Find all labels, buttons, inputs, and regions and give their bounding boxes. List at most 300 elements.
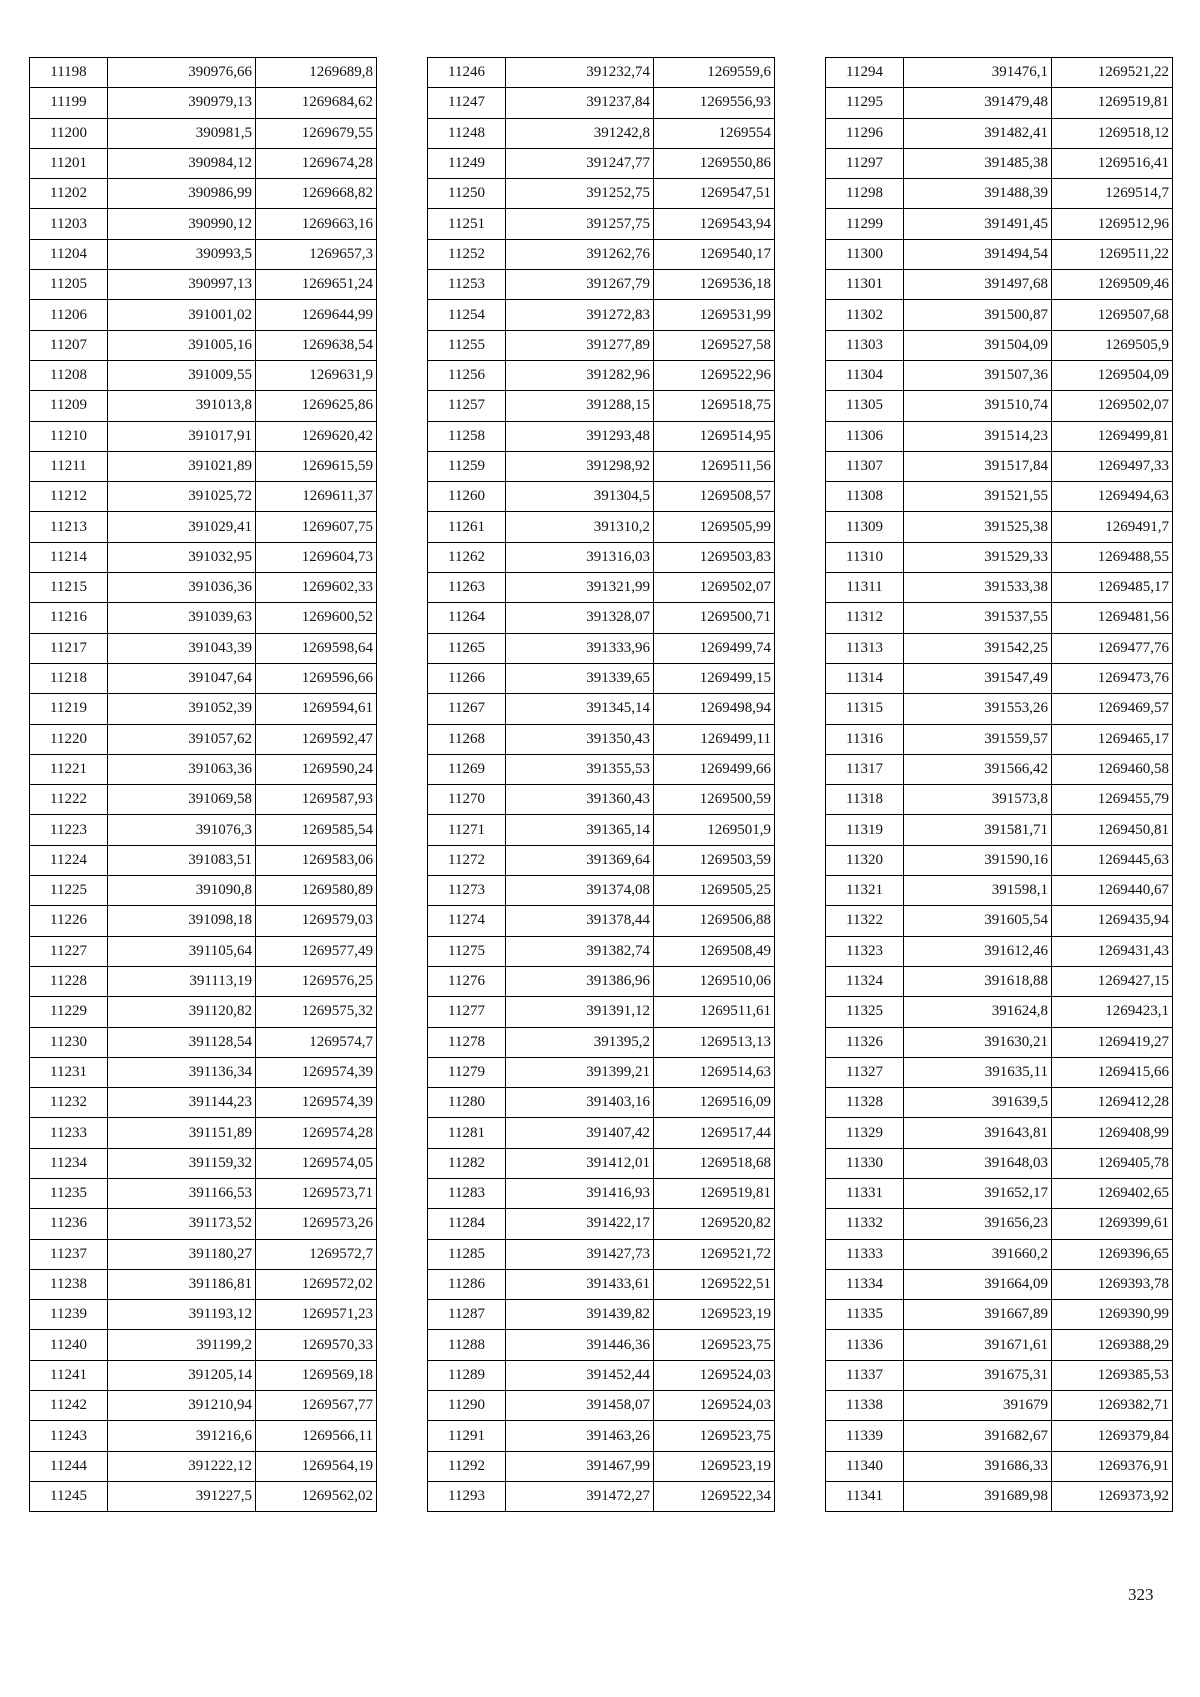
- x-coordinate-cell: 391664,09: [904, 1269, 1052, 1299]
- table-row: [826, 482, 1173, 512]
- y-coordinate-cell: 1269499,15: [654, 663, 775, 693]
- y-coordinate-cell: 1269388,29: [1052, 1330, 1173, 1360]
- y-coordinate-cell: 1269385,53: [1052, 1360, 1173, 1390]
- y-coordinate-cell: 1269566,11: [256, 1421, 377, 1451]
- table-row: [30, 785, 377, 815]
- table-row: [826, 542, 1173, 572]
- coordinates-table-2: [427, 57, 775, 1512]
- table-row: [428, 1088, 775, 1118]
- x-coordinate-cell: 391639,5: [904, 1088, 1052, 1118]
- table-row: [428, 966, 775, 996]
- x-coordinate-cell: 391533,38: [904, 573, 1052, 603]
- point-number-cell: 11232: [30, 1088, 108, 1118]
- x-coordinate-cell: 391090,8: [108, 876, 256, 906]
- x-coordinate-cell: 391310,2: [506, 512, 654, 542]
- y-coordinate-cell: 1269508,49: [654, 936, 775, 966]
- point-number-cell: 11242: [30, 1391, 108, 1421]
- table-row: [30, 694, 377, 724]
- point-number-cell: 11291: [428, 1421, 506, 1451]
- x-coordinate-cell: 391120,82: [108, 997, 256, 1027]
- y-coordinate-cell: 1269574,7: [256, 1027, 377, 1057]
- x-coordinate-cell: 391333,96: [506, 633, 654, 663]
- x-coordinate-cell: 391517,84: [904, 451, 1052, 481]
- table-body: [30, 58, 377, 1512]
- table-row: [30, 724, 377, 754]
- table-row: [30, 209, 377, 239]
- y-coordinate-cell: 1269576,25: [256, 966, 377, 996]
- y-coordinate-cell: 1269519,81: [1052, 88, 1173, 118]
- point-number-cell: 11339: [826, 1421, 904, 1451]
- y-coordinate-cell: 1269668,82: [256, 179, 377, 209]
- x-coordinate-cell: 391369,64: [506, 845, 654, 875]
- point-number-cell: 11278: [428, 1027, 506, 1057]
- y-coordinate-cell: 1269514,63: [654, 1057, 775, 1087]
- point-number-cell: 11199: [30, 88, 108, 118]
- point-number-cell: 11322: [826, 906, 904, 936]
- point-number-cell: 11267: [428, 694, 506, 724]
- table-row: [30, 1269, 377, 1299]
- point-number-cell: 11275: [428, 936, 506, 966]
- y-coordinate-cell: 1269455,79: [1052, 785, 1173, 815]
- point-number-cell: 11335: [826, 1300, 904, 1330]
- x-coordinate-cell: 391566,42: [904, 754, 1052, 784]
- y-coordinate-cell: 1269477,76: [1052, 633, 1173, 663]
- y-coordinate-cell: 1269499,81: [1052, 421, 1173, 451]
- x-coordinate-cell: 391039,63: [108, 603, 256, 633]
- y-coordinate-cell: 1269572,02: [256, 1269, 377, 1299]
- point-number-cell: 11215: [30, 573, 108, 603]
- point-number-cell: 11305: [826, 391, 904, 421]
- point-number-cell: 11269: [428, 754, 506, 784]
- y-coordinate-cell: 1269607,75: [256, 512, 377, 542]
- x-coordinate-cell: 391553,26: [904, 694, 1052, 724]
- point-number-cell: 11231: [30, 1057, 108, 1087]
- x-coordinate-cell: 391083,51: [108, 845, 256, 875]
- x-coordinate-cell: 391679: [904, 1391, 1052, 1421]
- table-row: [826, 270, 1173, 300]
- x-coordinate-cell: 391105,64: [108, 936, 256, 966]
- x-coordinate-cell: 391643,81: [904, 1118, 1052, 1148]
- table-row: [428, 1360, 775, 1390]
- x-coordinate-cell: 391433,61: [506, 1269, 654, 1299]
- y-coordinate-cell: 1269524,03: [654, 1360, 775, 1390]
- point-number-cell: 11207: [30, 330, 108, 360]
- y-coordinate-cell: 1269513,13: [654, 1027, 775, 1057]
- y-coordinate-cell: 1269516,09: [654, 1088, 775, 1118]
- point-number-cell: 11266: [428, 663, 506, 693]
- table-row: [826, 633, 1173, 663]
- y-coordinate-cell: 1269431,43: [1052, 936, 1173, 966]
- table-row: [30, 906, 377, 936]
- x-coordinate-cell: 391345,14: [506, 694, 654, 724]
- y-coordinate-cell: 1269625,86: [256, 391, 377, 421]
- x-coordinate-cell: 390993,5: [108, 239, 256, 269]
- table-row: [30, 1481, 377, 1511]
- y-coordinate-cell: 1269522,34: [654, 1481, 775, 1511]
- point-number-cell: 11295: [826, 88, 904, 118]
- y-coordinate-cell: 1269585,54: [256, 815, 377, 845]
- x-coordinate-cell: 391412,01: [506, 1148, 654, 1178]
- table-row: [826, 936, 1173, 966]
- y-coordinate-cell: 1269573,26: [256, 1209, 377, 1239]
- y-coordinate-cell: 1269517,44: [654, 1118, 775, 1148]
- x-coordinate-cell: 391159,32: [108, 1148, 256, 1178]
- point-number-cell: 11243: [30, 1421, 108, 1451]
- x-coordinate-cell: 391652,17: [904, 1178, 1052, 1208]
- y-coordinate-cell: 1269494,63: [1052, 482, 1173, 512]
- point-number-cell: 11200: [30, 118, 108, 148]
- point-number-cell: 11244: [30, 1451, 108, 1481]
- y-coordinate-cell: 1269505,9: [1052, 330, 1173, 360]
- point-number-cell: 11218: [30, 663, 108, 693]
- point-number-cell: 11287: [428, 1300, 506, 1330]
- table-row: [428, 482, 775, 512]
- table-row: [826, 1300, 1173, 1330]
- x-coordinate-cell: 391252,75: [506, 179, 654, 209]
- y-coordinate-cell: 1269577,49: [256, 936, 377, 966]
- table-row: [30, 633, 377, 663]
- point-number-cell: 11221: [30, 754, 108, 784]
- x-coordinate-cell: 391360,43: [506, 785, 654, 815]
- point-number-cell: 11238: [30, 1269, 108, 1299]
- point-number-cell: 11329: [826, 1118, 904, 1148]
- point-number-cell: 11301: [826, 270, 904, 300]
- point-number-cell: 11228: [30, 966, 108, 996]
- point-number-cell: 11327: [826, 1057, 904, 1087]
- table-row: [30, 1360, 377, 1390]
- point-number-cell: 11217: [30, 633, 108, 663]
- table-row: [826, 1178, 1173, 1208]
- point-number-cell: 11308: [826, 482, 904, 512]
- point-number-cell: 11208: [30, 360, 108, 390]
- table-row: [826, 1148, 1173, 1178]
- y-coordinate-cell: 1269575,32: [256, 997, 377, 1027]
- y-coordinate-cell: 1269500,59: [654, 785, 775, 815]
- table-row: [30, 1088, 377, 1118]
- y-coordinate-cell: 1269569,18: [256, 1360, 377, 1390]
- table-row: [428, 633, 775, 663]
- y-coordinate-cell: 1269562,02: [256, 1481, 377, 1511]
- table-row: [428, 663, 775, 693]
- x-coordinate-cell: 391472,27: [506, 1481, 654, 1511]
- y-coordinate-cell: 1269574,39: [256, 1057, 377, 1087]
- table-row: [428, 1391, 775, 1421]
- y-coordinate-cell: 1269572,7: [256, 1239, 377, 1269]
- table-row: [428, 300, 775, 330]
- point-number-cell: 11332: [826, 1209, 904, 1239]
- point-number-cell: 11338: [826, 1391, 904, 1421]
- y-coordinate-cell: 1269440,67: [1052, 876, 1173, 906]
- x-coordinate-cell: 391422,17: [506, 1209, 654, 1239]
- x-coordinate-cell: 391013,8: [108, 391, 256, 421]
- x-coordinate-cell: 391242,8: [506, 118, 654, 148]
- point-number-cell: 11337: [826, 1360, 904, 1390]
- x-coordinate-cell: 391504,09: [904, 330, 1052, 360]
- point-number-cell: 11264: [428, 603, 506, 633]
- x-coordinate-cell: 391237,84: [506, 88, 654, 118]
- table-row: [428, 603, 775, 633]
- table-row: [428, 694, 775, 724]
- x-coordinate-cell: 391257,75: [506, 209, 654, 239]
- point-number-cell: 11281: [428, 1118, 506, 1148]
- point-number-cell: 11272: [428, 845, 506, 875]
- x-coordinate-cell: 391590,16: [904, 845, 1052, 875]
- x-coordinate-cell: 391686,33: [904, 1451, 1052, 1481]
- table-row: [826, 1391, 1173, 1421]
- point-number-cell: 11297: [826, 148, 904, 178]
- y-coordinate-cell: 1269396,65: [1052, 1239, 1173, 1269]
- point-number-cell: 11290: [428, 1391, 506, 1421]
- y-coordinate-cell: 1269600,52: [256, 603, 377, 633]
- x-coordinate-cell: 391009,55: [108, 360, 256, 390]
- point-number-cell: 11271: [428, 815, 506, 845]
- point-number-cell: 11326: [826, 1027, 904, 1057]
- table-row: [826, 118, 1173, 148]
- table-row: [826, 239, 1173, 269]
- x-coordinate-cell: 391151,89: [108, 1118, 256, 1148]
- table-row: [826, 906, 1173, 936]
- y-coordinate-cell: 1269408,99: [1052, 1118, 1173, 1148]
- point-number-cell: 11236: [30, 1209, 108, 1239]
- table-row: [826, 1057, 1173, 1087]
- table-row: [428, 1148, 775, 1178]
- y-coordinate-cell: 1269504,09: [1052, 360, 1173, 390]
- x-coordinate-cell: 391032,95: [108, 542, 256, 572]
- x-coordinate-cell: 391098,18: [108, 906, 256, 936]
- y-coordinate-cell: 1269427,15: [1052, 966, 1173, 996]
- x-coordinate-cell: 391036,36: [108, 573, 256, 603]
- table-row: [826, 754, 1173, 784]
- y-coordinate-cell: 1269523,19: [654, 1300, 775, 1330]
- table-row: [30, 1239, 377, 1269]
- point-number-cell: 11213: [30, 512, 108, 542]
- x-coordinate-cell: 391494,54: [904, 239, 1052, 269]
- table-row: [30, 876, 377, 906]
- table-row: [30, 118, 377, 148]
- table-row: [826, 1360, 1173, 1390]
- y-coordinate-cell: 1269602,33: [256, 573, 377, 603]
- point-number-cell: 11252: [428, 239, 506, 269]
- x-coordinate-cell: 391497,68: [904, 270, 1052, 300]
- point-number-cell: 11314: [826, 663, 904, 693]
- point-number-cell: 11323: [826, 936, 904, 966]
- point-number-cell: 11214: [30, 542, 108, 572]
- y-coordinate-cell: 1269514,95: [654, 421, 775, 451]
- x-coordinate-cell: 391675,31: [904, 1360, 1052, 1390]
- point-number-cell: 11268: [428, 724, 506, 754]
- y-coordinate-cell: 1269615,59: [256, 451, 377, 481]
- table-row: [30, 1300, 377, 1330]
- table-row: [428, 906, 775, 936]
- x-coordinate-cell: 391630,21: [904, 1027, 1052, 1057]
- point-number-cell: 11280: [428, 1088, 506, 1118]
- x-coordinate-cell: 391407,42: [506, 1118, 654, 1148]
- x-coordinate-cell: 391316,03: [506, 542, 654, 572]
- table-row: [826, 815, 1173, 845]
- point-number-cell: 11302: [826, 300, 904, 330]
- table-row: [30, 1057, 377, 1087]
- table-row: [30, 754, 377, 784]
- x-coordinate-cell: 391559,57: [904, 724, 1052, 754]
- y-coordinate-cell: 1269523,75: [654, 1421, 775, 1451]
- x-coordinate-cell: 391247,77: [506, 148, 654, 178]
- y-coordinate-cell: 1269583,06: [256, 845, 377, 875]
- x-coordinate-cell: 390976,66: [108, 58, 256, 88]
- y-coordinate-cell: 1269399,61: [1052, 1209, 1173, 1239]
- x-coordinate-cell: 391272,83: [506, 300, 654, 330]
- table-row: [826, 451, 1173, 481]
- y-coordinate-cell: 1269663,16: [256, 209, 377, 239]
- y-coordinate-cell: 1269502,07: [1052, 391, 1173, 421]
- y-coordinate-cell: 1269564,19: [256, 1451, 377, 1481]
- table-row: [428, 1481, 775, 1511]
- x-coordinate-cell: 391439,82: [506, 1300, 654, 1330]
- table-row: [428, 209, 775, 239]
- x-coordinate-cell: 391618,88: [904, 966, 1052, 996]
- x-coordinate-cell: 391180,27: [108, 1239, 256, 1269]
- y-coordinate-cell: 1269631,9: [256, 360, 377, 390]
- x-coordinate-cell: 391491,45: [904, 209, 1052, 239]
- x-coordinate-cell: 391365,14: [506, 815, 654, 845]
- table-row: [428, 1269, 775, 1299]
- point-number-cell: 11285: [428, 1239, 506, 1269]
- y-coordinate-cell: 1269604,73: [256, 542, 377, 572]
- x-coordinate-cell: 391624,8: [904, 997, 1052, 1027]
- y-coordinate-cell: 1269567,77: [256, 1391, 377, 1421]
- point-number-cell: 11240: [30, 1330, 108, 1360]
- point-number-cell: 11286: [428, 1269, 506, 1299]
- x-coordinate-cell: 391277,89: [506, 330, 654, 360]
- y-coordinate-cell: 1269547,51: [654, 179, 775, 209]
- table-row: [428, 118, 775, 148]
- y-coordinate-cell: 1269573,71: [256, 1178, 377, 1208]
- y-coordinate-cell: 1269574,28: [256, 1118, 377, 1148]
- y-coordinate-cell: 1269523,75: [654, 1330, 775, 1360]
- table-row: [30, 663, 377, 693]
- point-number-cell: 11249: [428, 148, 506, 178]
- y-coordinate-cell: 1269590,24: [256, 754, 377, 784]
- y-coordinate-cell: 1269524,03: [654, 1391, 775, 1421]
- table-row: [826, 966, 1173, 996]
- y-coordinate-cell: 1269651,24: [256, 270, 377, 300]
- table-row: [826, 148, 1173, 178]
- x-coordinate-cell: 391199,2: [108, 1330, 256, 1360]
- x-coordinate-cell: 391374,08: [506, 876, 654, 906]
- x-coordinate-cell: 391288,15: [506, 391, 654, 421]
- table-row: [428, 88, 775, 118]
- point-number-cell: 11219: [30, 694, 108, 724]
- x-coordinate-cell: 391391,12: [506, 997, 654, 1027]
- point-number-cell: 11298: [826, 179, 904, 209]
- y-coordinate-cell: 1269521,72: [654, 1239, 775, 1269]
- y-coordinate-cell: 1269488,55: [1052, 542, 1173, 572]
- point-number-cell: 11341: [826, 1481, 904, 1511]
- point-number-cell: 11225: [30, 876, 108, 906]
- table-row: [30, 815, 377, 845]
- point-number-cell: 11211: [30, 451, 108, 481]
- y-coordinate-cell: 1269502,07: [654, 573, 775, 603]
- x-coordinate-cell: 391660,2: [904, 1239, 1052, 1269]
- point-number-cell: 11283: [428, 1178, 506, 1208]
- table-row: [30, 1421, 377, 1451]
- y-coordinate-cell: 1269522,51: [654, 1269, 775, 1299]
- point-number-cell: 11251: [428, 209, 506, 239]
- x-coordinate-cell: 391210,94: [108, 1391, 256, 1421]
- table-row: [428, 179, 775, 209]
- table-row: [30, 179, 377, 209]
- coordinates-table-1: [29, 57, 377, 1512]
- point-number-cell: 11321: [826, 876, 904, 906]
- page-number: 323: [1128, 1585, 1154, 1604]
- x-coordinate-cell: 391304,5: [506, 482, 654, 512]
- table-row: [428, 391, 775, 421]
- y-coordinate-cell: 1269460,58: [1052, 754, 1173, 784]
- y-coordinate-cell: 1269505,25: [654, 876, 775, 906]
- point-number-cell: 11310: [826, 542, 904, 572]
- x-coordinate-cell: 391017,91: [108, 421, 256, 451]
- table-row: [428, 451, 775, 481]
- point-number-cell: 11270: [428, 785, 506, 815]
- y-coordinate-cell: 1269527,58: [654, 330, 775, 360]
- table-row: [428, 876, 775, 906]
- point-number-cell: 11248: [428, 118, 506, 148]
- x-coordinate-cell: 391488,39: [904, 179, 1052, 209]
- point-number-cell: 11309: [826, 512, 904, 542]
- point-number-cell: 11235: [30, 1178, 108, 1208]
- point-number-cell: 11258: [428, 421, 506, 451]
- y-coordinate-cell: 1269511,22: [1052, 239, 1173, 269]
- table-row: [826, 391, 1173, 421]
- x-coordinate-cell: 391542,25: [904, 633, 1052, 663]
- x-coordinate-cell: 390986,99: [108, 179, 256, 209]
- table-row: [826, 1421, 1173, 1451]
- table-row: [30, 542, 377, 572]
- x-coordinate-cell: 391166,53: [108, 1178, 256, 1208]
- point-number-cell: 11293: [428, 1481, 506, 1511]
- y-coordinate-cell: 1269596,66: [256, 663, 377, 693]
- table-row: [826, 421, 1173, 451]
- x-coordinate-cell: 391476,1: [904, 58, 1052, 88]
- y-coordinate-cell: 1269689,8: [256, 58, 377, 88]
- y-coordinate-cell: 1269469,57: [1052, 694, 1173, 724]
- y-coordinate-cell: 1269512,96: [1052, 209, 1173, 239]
- point-number-cell: 11276: [428, 966, 506, 996]
- x-coordinate-cell: 391193,12: [108, 1300, 256, 1330]
- x-coordinate-cell: 391612,46: [904, 936, 1052, 966]
- x-coordinate-cell: 391403,16: [506, 1088, 654, 1118]
- y-coordinate-cell: 1269373,92: [1052, 1481, 1173, 1511]
- y-coordinate-cell: 1269657,3: [256, 239, 377, 269]
- table-row: [30, 482, 377, 512]
- x-coordinate-cell: 391395,2: [506, 1027, 654, 1057]
- y-coordinate-cell: 1269523,19: [654, 1451, 775, 1481]
- point-number-cell: 11237: [30, 1239, 108, 1269]
- x-coordinate-cell: 391021,89: [108, 451, 256, 481]
- table-row: [826, 573, 1173, 603]
- x-coordinate-cell: 391328,07: [506, 603, 654, 633]
- point-number-cell: 11265: [428, 633, 506, 663]
- y-coordinate-cell: 1269499,74: [654, 633, 775, 663]
- x-coordinate-cell: 391144,23: [108, 1088, 256, 1118]
- table-row: [826, 663, 1173, 693]
- x-coordinate-cell: 391025,72: [108, 482, 256, 512]
- y-coordinate-cell: 1269570,33: [256, 1330, 377, 1360]
- x-coordinate-cell: 391186,81: [108, 1269, 256, 1299]
- point-number-cell: 11245: [30, 1481, 108, 1511]
- table-row: [826, 845, 1173, 875]
- point-number-cell: 11306: [826, 421, 904, 451]
- y-coordinate-cell: 1269481,56: [1052, 603, 1173, 633]
